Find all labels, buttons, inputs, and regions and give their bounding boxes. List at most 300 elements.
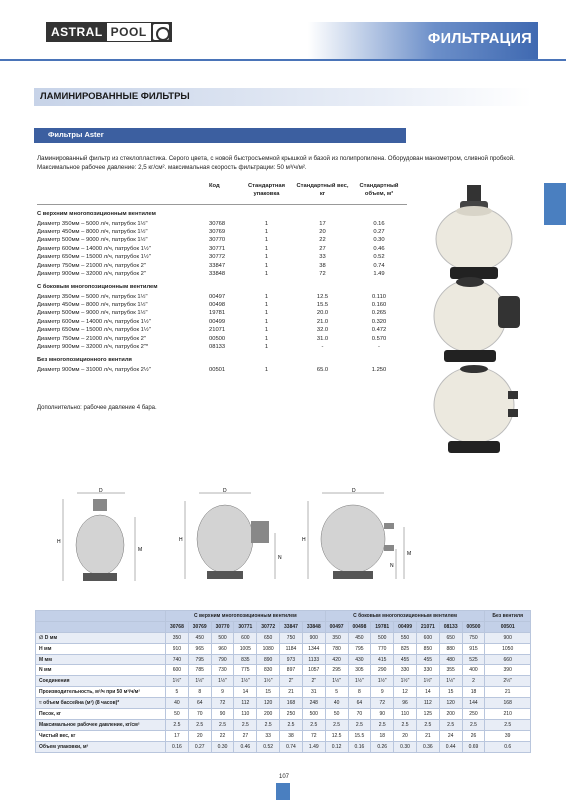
dims-cell: 1184 [280,643,303,654]
product-row [37,293,407,301]
dims-cell: 24 [439,730,462,741]
product-table-header [37,183,407,205]
product-cell: 0.27 [373,228,385,235]
dims-cell: 1133 [302,654,325,665]
dims-code-cell: 30770 [211,621,234,632]
dims-cell: 0.30 [211,741,234,752]
dims-cell: 0.27 [188,741,211,752]
dims-cell: 1½" [371,676,394,687]
dims-row [36,709,531,720]
product-cell: 1 [264,228,269,235]
dims-cell: 17 [166,730,189,741]
dims-cell: 420 [325,654,348,665]
page-number-marker [276,783,290,800]
dimensions-table [35,610,531,753]
dims-code-cell: 00500 [462,621,485,632]
dims-cell: 38 [280,730,303,741]
dims-cell: 2½" [485,676,531,687]
product-cell: - [378,344,380,351]
dims-cell: 450 [188,632,211,643]
dims-cell: 835 [234,654,257,665]
dims-code-cell: 30768 [166,621,189,632]
product-row [37,343,407,351]
dims-cell: 2.5 [302,719,325,730]
product-cell: 1 [264,262,269,269]
dims-cell: 21 [485,687,531,698]
dims-cell: 480 [439,654,462,665]
product-cell: 00501 [209,366,226,373]
dims-cell: 660 [485,654,531,665]
product-cell: 0.320 [371,318,387,325]
dims-cell: 72 [211,698,234,709]
dims-cell: 830 [257,665,280,676]
dims-cell: 0.16 [348,741,371,752]
dims-cell: 0.30 [394,741,417,752]
dims-cell: 20 [394,730,417,741]
product-cell: Диаметр 900мм – 32000 л/ч, патрубок 2"* [37,344,149,351]
label-n: N [278,555,282,561]
brand-part2: POOL [107,23,151,41]
product-cell: 33847 [209,262,226,269]
product-cell: 20 [319,228,326,235]
label-h-2: H [179,537,183,543]
col-package: Стандартная упаковка [247,183,286,197]
product-cell: 1 [264,254,269,261]
dims-group-none: Без вентиля [485,611,531,622]
dims-cell: 72 [371,698,394,709]
dims-cell: 64 [188,698,211,709]
dims-cell: 910 [166,643,189,654]
dims-cell: 880 [439,643,462,654]
product-cell: 21071 [209,327,226,334]
label-h: H [57,539,61,545]
col-volume: Стандартный объем, м³ [359,183,399,197]
product-cell: 38 [319,262,326,269]
dims-cell: 1½" [188,676,211,687]
dims-cell: 2.5 [166,719,189,730]
dims-cell: 825 [394,643,417,654]
dims-cell: 15 [439,687,462,698]
dims-group-row [36,611,531,622]
section-heading: ЛАМИНИРОВАННЫЕ ФИЛЬТРЫ [40,91,190,102]
product-row [37,309,407,317]
dims-cell: 355 [439,665,462,676]
product-cell: Диаметр 650мм – 15000 л/ч, патрубок 1½" [37,327,151,334]
dims-row-label: Песок, кг [36,709,166,720]
dims-row-label: M мм [36,654,166,665]
dims-cell: 200 [439,709,462,720]
dims-row [36,730,531,741]
label-n-3: N [390,563,394,569]
dims-cell: 250 [280,709,303,720]
product-cell: 00498 [209,302,226,309]
dims-cell: 795 [188,654,211,665]
dims-row [36,719,531,730]
dims-group-side: С боковым многопозиционным вентилем [325,611,485,622]
product-cell: 19781 [209,310,226,317]
dims-cell: 50 [166,709,189,720]
product-cell: 0.160 [371,302,387,309]
dims-cell: 500 [211,632,234,643]
dims-cell: 18 [462,687,485,698]
product-cell: Диаметр 500мм – 9000 л/ч, патрубок 1½" [37,310,148,317]
product-row [37,270,407,278]
header-divider [0,59,566,61]
dims-cell: 8 [348,687,371,698]
dims-cell: 40 [166,698,189,709]
dims-cell: 600 [234,632,257,643]
dims-cell: 1057 [302,665,325,676]
dims-cell: 455 [394,654,417,665]
dims-row-label: ≈ объем бассейна (м³) (8 часов)* [36,698,166,709]
dims-row-label: Чистый вес, кг [36,730,166,741]
dims-cell: 1080 [257,643,280,654]
dims-cell: 8 [188,687,211,698]
product-row [37,301,407,309]
product-cell: 0.52 [373,254,385,261]
dims-cell: 112 [234,698,257,709]
dims-cell: 64 [348,698,371,709]
side-tab-marker [544,183,566,225]
dims-cell: 0.6 [485,741,531,752]
dims-cell: 1½" [348,676,371,687]
dims-cell: 1½" [257,676,280,687]
dims-cell: 96 [394,698,417,709]
product-cell: 1 [264,335,269,342]
brand-part1: ASTRAL [47,23,107,41]
product-cell: 17 [319,220,326,227]
dims-cell: 2 [462,676,485,687]
section-heading-bar [34,88,532,106]
dims-cell: 795 [348,643,371,654]
dims-cell: 26 [462,730,485,741]
product-cell: 0.30 [373,237,385,244]
product-cell: 00500 [209,335,226,342]
dims-cell: 1.49 [302,741,325,752]
dims-cell: 450 [348,632,371,643]
product-row [37,318,407,326]
dims-code-cell: 30771 [234,621,257,632]
dims-cell: 21 [416,730,439,741]
dims-cell: 770 [371,643,394,654]
dims-cell: 90 [211,709,234,720]
product-row [37,366,407,374]
page-header [0,0,566,78]
product-cell: 30768 [209,220,226,227]
dims-cell: 1050 [485,643,531,654]
product-cell: 1.49 [373,270,385,277]
dims-cell: 2.5 [416,719,439,730]
dims-cell: 2" [280,676,303,687]
subsection-heading: Фильтры Aster [48,130,104,139]
dims-cell: 2.5 [188,719,211,730]
dims-cell: 15 [257,687,280,698]
dims-cell: 295 [325,665,348,676]
product-cell: 22 [319,237,326,244]
dims-row [36,654,531,665]
dims-cell: 750 [280,632,303,643]
footnote: Дополнительно: рабочее давление 4 бара. [37,405,157,411]
dims-cell: 1½" [394,676,417,687]
dims-cell: 550 [394,632,417,643]
product-cell: Диаметр 350мм – 5000 л/ч, патрубок 1½" [37,293,148,300]
no-valve-filter-photo [420,355,530,455]
side-mount-dimension-drawing [175,487,285,597]
dims-cell: 2" [302,676,325,687]
product-cell: 1 [264,366,269,373]
product-cell: 1 [264,318,269,325]
product-cell: - [321,344,324,351]
dims-cell: 775 [234,665,257,676]
dims-cell: 0.16 [166,741,189,752]
dims-cell: 110 [394,709,417,720]
product-cell: 30769 [209,228,226,235]
dims-cell: 915 [462,643,485,654]
product-cell: 1 [264,327,269,334]
dims-cell: 1½" [439,676,462,687]
dims-cell: 0.69 [462,741,485,752]
no-valve-dimension-drawing [300,487,420,597]
product-cell: Диаметр 750мм – 21000 л/ч, патрубок 2" [37,262,146,269]
label-m: M [138,547,143,553]
product-row [37,245,407,253]
brand-logo [46,22,172,42]
dims-row-label: Максимальное рабочее давление, кг/см² [36,719,166,730]
product-row [37,219,407,227]
dims-cell: 168 [280,698,303,709]
dims-cell: 21 [280,687,303,698]
dims-cell: 2.5 [325,719,348,730]
dims-cell: 750 [462,632,485,643]
dims-code-cell: 33848 [302,621,325,632]
dims-cell: 330 [394,665,417,676]
dims-cell: 500 [302,709,325,720]
dims-cell: 0.46 [234,741,257,752]
product-cell: 0.46 [373,245,385,252]
dims-row-label: Объем упаковки, м³ [36,741,166,752]
col-code: Код [209,183,220,189]
dims-cell: 0.36 [416,741,439,752]
product-cell: 1 [264,293,269,300]
product-cell: Диаметр 450мм – 8000 л/ч, патрубок 1½" [37,228,148,235]
dims-cell: 9 [211,687,234,698]
product-cell: 1 [264,302,269,309]
product-cell: 1 [264,344,269,351]
product-description: Ламинированный фильтр из стеклопластика. Серого цвета, с новой быстросъемной крышкой и базой из полипропилена. Оборудован манометром, сливной пробкой. Максимальное рабочее давление: 2,5 кг/см². максимальная скорость фильтрации: 50 м³/ч/м². [37,155,515,172]
dims-cell: 290 [371,665,394,676]
dims-code-cell: 00497 [325,621,348,632]
dims-cell: 12.5 [325,730,348,741]
product-group-title: Без многопозиционного вентиля [37,357,132,364]
dims-row-label: Производительность, м³/ч при 50 м³/ч/м² [36,687,166,698]
dims-cell: 850 [416,643,439,654]
dims-cell: 72 [302,730,325,741]
dims-cell: 168 [485,698,531,709]
dims-cell: 305 [348,665,371,676]
product-cell: 30770 [209,237,226,244]
product-cell: 1 [264,310,269,317]
label-d-2: D [223,488,227,494]
product-cell: 0.74 [373,262,385,269]
dims-cell: 525 [462,654,485,665]
dims-cell: 600 [166,665,189,676]
product-cell: 1 [264,237,269,244]
dims-cell: 210 [485,709,531,720]
dims-cell: 70 [348,709,371,720]
product-row [37,228,407,236]
dims-cell: 2.5 [234,719,257,730]
dims-cell: 2.5 [394,719,417,730]
dims-cell: 39 [485,730,531,741]
dims-code-cell: 21071 [416,621,439,632]
dims-cell: 120 [257,698,280,709]
dims-cell: 9 [371,687,394,698]
dims-code-cell: 19781 [371,621,394,632]
dims-cell: 2.5 [257,719,280,730]
dims-cell: 5 [166,687,189,698]
dims-cell: 125 [416,709,439,720]
dims-cell: 650 [439,632,462,643]
dims-cell: 15.5 [348,730,371,741]
product-cell: 1.250 [371,366,387,373]
dims-row-label: H мм [36,643,166,654]
dims-cell: 90 [371,709,394,720]
product-cell: Диаметр 450мм – 8000 л/ч, патрубок 1½" [37,302,148,309]
dims-cell: 350 [325,632,348,643]
label-h-3: H [302,537,306,543]
dims-cell: 20 [188,730,211,741]
page-number: 107 [279,774,290,780]
dims-cell: 120 [439,698,462,709]
dims-cell: 2.5 [348,719,371,730]
product-group-title: С верхним многопозиционным вентилем [37,211,156,217]
dims-cell: 780 [325,643,348,654]
subsection-heading-bar [34,128,406,143]
brand-mark-icon [153,24,169,40]
dims-code-cell: 00499 [394,621,417,632]
product-cell: 33 [319,254,326,261]
dims-cell: 248 [302,698,325,709]
label-d: D [99,488,103,494]
dims-cell: 27 [234,730,257,741]
dims-row [36,643,531,654]
dims-cell: 455 [416,654,439,665]
dims-cell: 70 [188,709,211,720]
dims-cell: 12 [394,687,417,698]
dims-cell: 890 [257,654,280,665]
dims-cell: 5 [325,687,348,698]
product-row [37,253,407,261]
product-cell: 00499 [209,318,226,325]
product-cell: 33848 [209,270,226,277]
dims-cell: 650 [257,632,280,643]
dims-cell: 1344 [302,643,325,654]
product-cell: Диаметр 350мм – 5000 л/ч, патрубок 1½" [37,220,148,227]
dims-cell: 0.52 [257,741,280,752]
dims-cell: 897 [280,665,303,676]
dims-cell: 22 [211,730,234,741]
dims-code-row [36,621,531,632]
label-d-3: D [352,488,356,494]
dims-code-cell: 00498 [348,621,371,632]
dims-cell: 33 [257,730,280,741]
product-cell: Диаметр 600мм – 14000 л/ч, патрубок 1½" [37,245,151,252]
product-cell: 00497 [209,293,226,300]
product-row [37,236,407,244]
dims-cell: 1½" [325,676,348,687]
dims-code-cell: 33847 [280,621,303,632]
product-cell: 30771 [209,245,226,252]
top-mount-dimension-drawing [55,487,145,597]
dims-cell: 415 [371,654,394,665]
product-cell: Диаметр 750мм – 21000 л/ч, патрубок 2" [37,335,146,342]
product-cell: 0.16 [373,220,385,227]
dims-row [36,698,531,709]
side-mount-filter-photo [420,266,530,366]
dims-cell: 250 [462,709,485,720]
dims-cell: 40 [325,698,348,709]
dims-cell: 973 [280,654,303,665]
dims-cell: 18 [371,730,394,741]
dims-cell: 14 [416,687,439,698]
product-cell: 21.0 [316,318,329,325]
dims-cell: 390 [485,665,531,676]
dims-cell: 0.12 [325,741,348,752]
dims-cell: 2.5 [371,719,394,730]
dims-cell: 740 [166,654,189,665]
dims-cell: 350 [166,632,189,643]
product-cell: 20.0 [316,310,329,317]
dims-cell: 1½" [211,676,234,687]
dims-row [36,665,531,676]
product-cell: 0.570 [371,335,387,342]
label-m-3: M [407,551,412,557]
product-cell: 27 [319,245,326,252]
product-cell: 1 [264,245,269,252]
col-weight: Стандартный вес, кг [296,183,349,197]
dims-cell: 430 [348,654,371,665]
product-cell: Диаметр 650мм – 15000 л/ч, патрубок 1½" [37,254,151,261]
dims-row-label: ∅ D мм [36,632,166,643]
dims-cell: 1½" [234,676,257,687]
dims-cell: 31 [302,687,325,698]
product-cell: 32.0 [316,327,329,334]
dims-row [36,632,531,643]
section-title: ФИЛЬТРАЦИЯ [427,31,532,47]
dims-cell: 600 [416,632,439,643]
dims-cell: 785 [188,665,211,676]
product-cell: 12.5 [316,293,329,300]
dims-cell: 144 [462,698,485,709]
product-table [37,183,407,374]
dims-cell: 730 [211,665,234,676]
dims-cell: 0.26 [371,741,394,752]
product-cell: 65.0 [316,366,329,373]
dims-cell: 1½" [416,676,439,687]
dims-cell: 110 [234,709,257,720]
product-row [37,334,407,342]
dims-row-label: Соединения [36,676,166,687]
product-cell: 1 [264,270,269,277]
dims-cell: 2.5 [211,719,234,730]
product-group-title: С боковым многопозиционным вентилем [37,284,158,291]
dims-cell: 965 [188,643,211,654]
dims-code-cell: 08133 [439,621,462,632]
product-cell: Диаметр 900мм – 31000 л/ч, патрубок 2½" [37,366,151,373]
dims-cell: 0.44 [439,741,462,752]
product-cell: 31.0 [316,335,329,342]
dims-cell: 2.5 [462,719,485,730]
